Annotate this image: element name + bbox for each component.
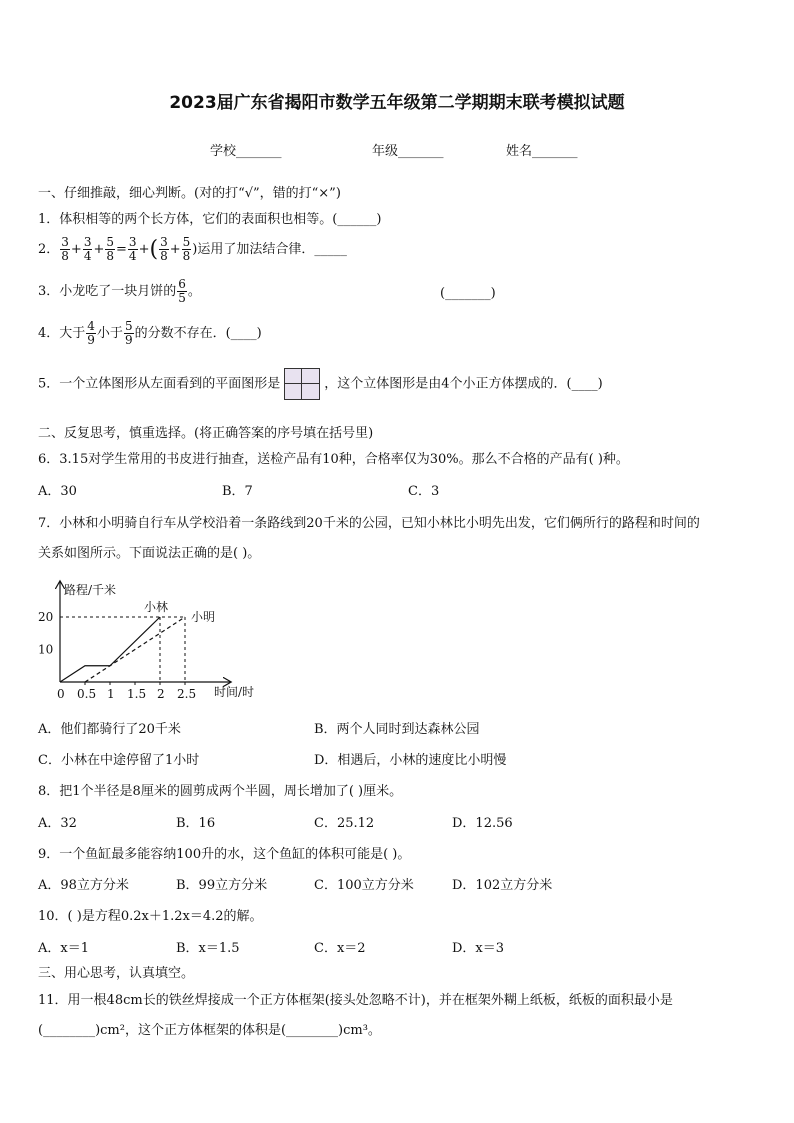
q5-text-b: ，这个立体图形是由4个小正方体摆成的．(____) [324, 376, 603, 392]
q8-option-c[interactable]: C．25.12 [314, 816, 375, 831]
y-tick-label: 20 [38, 610, 54, 624]
question-11-line1: 11．用一根48cm长的铁丝焊接成一个正方体框架(接头处忽略不计)，并在框架外糊上纸板，纸板的面积最小是 [38, 993, 673, 1008]
q4-text-a: 4．大于 [38, 326, 86, 341]
q10-option-a[interactable]: A．x＝1 [38, 941, 89, 956]
series-line-2 [85, 617, 185, 682]
x-tick-label: 2 [157, 687, 165, 701]
name-field[interactable]: 姓名_______ [506, 144, 578, 159]
q3-text: 3．小龙吃了一块月饼的 [38, 284, 177, 299]
q7-option-a[interactable]: A．他们都骑行了20千米 [38, 722, 181, 737]
q9-option-d[interactable]: D．102立方分米 [452, 878, 553, 893]
question-3 [38, 278, 201, 305]
q2-frac-1: $\frac{3}{8}$ [61, 235, 69, 263]
q7-option-c[interactable]: C．小林在中途停留了1小时 [38, 753, 200, 768]
section3-heading: 三、用心思考，认真填空。 [38, 966, 195, 981]
series-label-2: 小明 [191, 610, 216, 624]
question-5 [38, 368, 603, 400]
q6-option-a[interactable]: A．30 [38, 484, 77, 499]
question-6: 6．3.15对学生常用的书皮进行抽查，送检产品有10种，合格率仅为30%。那么不合格的产品有( )种。 [38, 452, 629, 467]
section2-heading: 二、反复思考，慎重选择。(将正确答案的序号填在括号里) [38, 426, 374, 441]
q7-option-b[interactable]: B．两个人同时到达森林公园 [314, 722, 480, 737]
q5-text-a: 5．一个立体图形从左面看到的平面图形是 [38, 376, 281, 392]
q6-option-b[interactable]: B．7 [222, 484, 253, 499]
section1-heading: 一、仔细推敲，细心判断。(对的打“√”，错的打“×”) [38, 186, 341, 201]
question-8: 8．把1个半径是8厘米的圆剪成两个半圆，周长增加了( )厘米。 [38, 784, 403, 799]
q3-end: 。 [187, 284, 201, 299]
x-tick-label: 2.5 [177, 687, 197, 701]
q6-option-c[interactable]: C．3 [408, 484, 440, 499]
q2-frac-6: $\frac{5}{8}$ [182, 235, 191, 263]
q8-option-a[interactable]: A．32 [38, 816, 77, 831]
distance-time-chart [30, 578, 280, 708]
grade-field[interactable]: 年级_______ [372, 144, 444, 159]
q9-option-c[interactable]: C．100立方分米 [314, 878, 414, 893]
x-axis-label: 时间/时 [214, 685, 255, 699]
q4-frac-2: $\frac{5}{9}$ [124, 319, 133, 347]
q2-suffix: )运用了加法结合律．_____ [192, 242, 347, 257]
x-tick-label: 0 [57, 687, 65, 701]
q2-prefix: 2． [38, 242, 60, 257]
series-label-1: 小林 [144, 600, 169, 614]
left-view-figure [284, 368, 320, 400]
q4-text-c: 的分数不存在．(____) [134, 326, 262, 341]
q4-text-b: 小于 [96, 326, 123, 341]
question-7-line2: 关系如图所示。下面说法正确的是( )。 [38, 546, 261, 561]
question-2: 2． $\frac{3}{8}$ + $\frac{3}{4}$ + $\frac{5}{8}$ = $\frac{3}{4}$ +( $\frac{3}{8}$ + $\frac{5}{8}$ )运用了加法结合律．_____ [38, 235, 347, 263]
q2-frac-5: $\frac{3}{8}$ [160, 235, 168, 263]
q3-answer-paren[interactable]: (_______) [440, 286, 496, 301]
y-tick-label: 10 [38, 642, 54, 657]
q9-option-b[interactable]: B．99立方分米 [176, 878, 268, 893]
q10-option-c[interactable]: C．x＝2 [314, 941, 366, 956]
q2-frac-4: $\frac{3}{4}$ [128, 235, 137, 263]
q4-frac-1: $\frac{4}{9}$ [87, 319, 95, 347]
q3-frac: $\frac{6}{5}$ [178, 277, 186, 305]
q9-option-a[interactable]: A．98立方分米 [38, 878, 129, 893]
q2-frac-3: $\frac{5}{8}$ [106, 235, 115, 263]
x-tick-label: 0.5 [77, 687, 97, 701]
question-10: 10．( )是方程0.2x＋1.2x＝4.2的解。 [38, 909, 263, 924]
question-9: 9．一个鱼缸最多能容纳100升的水，这个鱼缸的体积可能是( )。 [38, 847, 411, 862]
q10-option-d[interactable]: D．x＝3 [452, 941, 505, 956]
x-tick-label: 1.5 [127, 687, 147, 701]
page-title: 2023届广东省揭阳市数学五年级第二学期期末联考模拟试题 [169, 93, 625, 113]
x-tick-label: 1 [107, 687, 115, 701]
question-7-line1: 7．小林和小明骑自行车从学校沿着一条路线到20千米的公园，已知小林比小明先出发，它们俩所行的路程和时间的 [38, 516, 700, 531]
question-11-line2: (________)cm²，这个正方体框架的体积是(________)cm³。 [38, 1023, 381, 1038]
q8-option-d[interactable]: D．12.56 [452, 816, 513, 831]
question-4 [38, 320, 262, 347]
q2-frac-2: $\frac{3}{4}$ [83, 235, 92, 263]
q7-option-d[interactable]: D．相遇后，小林的速度比小明慢 [314, 753, 507, 768]
y-axis-label: 路程/千米 [64, 583, 117, 597]
series-line-1 [60, 617, 160, 682]
q10-option-b[interactable]: B．x＝1.5 [176, 941, 240, 956]
question-1: 1．体积相等的两个长方体，它们的表面积也相等。(______) [38, 212, 382, 227]
school-field[interactable]: 学校_______ [210, 144, 282, 159]
q8-option-b[interactable]: B．16 [176, 816, 216, 831]
